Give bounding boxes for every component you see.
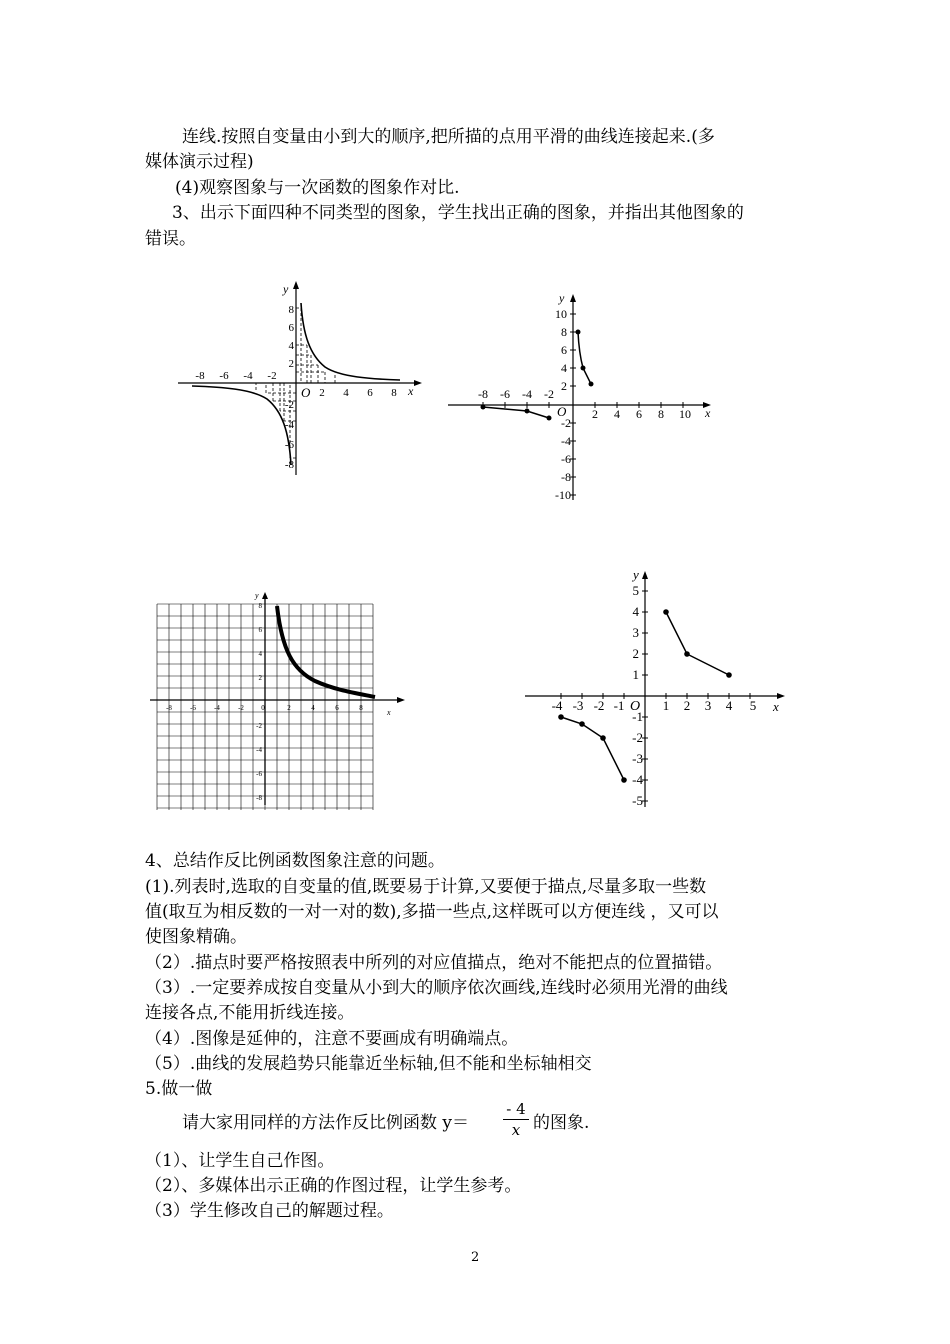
x-tick: 6 bbox=[367, 387, 373, 399]
x-tick: 5 bbox=[749, 698, 757, 713]
x-axis-label: x bbox=[387, 708, 391, 717]
y-tick: -5 bbox=[632, 793, 643, 808]
negative-polyline bbox=[561, 717, 624, 780]
x-tick: -8 bbox=[478, 387, 488, 401]
practice-step-1: （1）、让学生自己作图。 bbox=[145, 1151, 335, 1171]
x-tick: 4 bbox=[725, 698, 733, 713]
x-tick: 8 bbox=[359, 704, 363, 712]
y-axis-label: y bbox=[283, 282, 289, 296]
y-tick: -6 bbox=[256, 770, 262, 778]
y-tick: -1 bbox=[632, 709, 643, 724]
y-tick: -8 bbox=[256, 794, 262, 802]
y-tick: 5 bbox=[632, 583, 639, 598]
y-tick: 4 bbox=[561, 361, 567, 375]
summary-p5: （5）.曲线的发展趋势只能靠近坐标轴,但不能和坐标轴相交 bbox=[145, 1054, 592, 1074]
negative-branch bbox=[192, 386, 291, 465]
y-tick: 6 bbox=[561, 343, 567, 357]
item-3-line-1: 3、出示下面四种不同类型的图象，学生找出正确的图象，并指出其他图象的 bbox=[172, 203, 744, 223]
y-axis-label: y bbox=[633, 567, 639, 582]
y-tick: 6 bbox=[288, 322, 294, 334]
x-tick: 8 bbox=[658, 407, 664, 421]
x-tick: 1 bbox=[662, 698, 670, 713]
practice-heading: 5.做一做 bbox=[145, 1079, 213, 1099]
x-tick: -8 bbox=[195, 370, 205, 382]
y-tick: -4 bbox=[256, 746, 262, 754]
fraction-denominator: x bbox=[511, 1121, 521, 1139]
y-tick: -8 bbox=[284, 459, 294, 471]
fraction-numerator: - 4 bbox=[506, 1100, 526, 1118]
y-tick: 2 bbox=[288, 358, 294, 370]
fraction bbox=[503, 1100, 529, 1139]
y-tick: 10 bbox=[555, 307, 567, 321]
x-tick: 4 bbox=[614, 407, 620, 421]
y-tick: -6 bbox=[561, 452, 571, 466]
summary-p1-line-3: 使图象精确。 bbox=[145, 927, 247, 947]
summary-p3-line-2: 连接各点,不能用折线连接。 bbox=[145, 1003, 355, 1023]
fraction-bar bbox=[503, 1119, 529, 1120]
y-tick: -2 bbox=[256, 722, 262, 730]
x-tick: 8 bbox=[391, 387, 397, 399]
x-tick: -2 bbox=[593, 698, 605, 713]
y-tick: -3 bbox=[632, 751, 643, 766]
y-tick: -6 bbox=[284, 439, 294, 451]
y-tick: -8 bbox=[561, 470, 571, 484]
x-tick: -2 bbox=[267, 370, 277, 382]
intro-line-2: 媒体演示过程) bbox=[145, 152, 254, 172]
positive-branch bbox=[301, 303, 400, 380]
y-tick: 1 bbox=[632, 667, 639, 682]
y-axis-label: y bbox=[559, 291, 565, 305]
summary-p1-line-1: (1).列表时,选取的自变量的值,既要易于计算,又要便于描点,尽量多取一些数 bbox=[145, 877, 707, 897]
x-tick: -2 bbox=[238, 704, 244, 712]
x-tick: -6 bbox=[500, 387, 510, 401]
x-tick: 4 bbox=[311, 704, 315, 712]
y-tick: 2 bbox=[632, 646, 639, 661]
origin-label: O bbox=[301, 385, 311, 400]
y-tick: -4 bbox=[284, 419, 294, 431]
y-tick: -2 bbox=[632, 730, 643, 745]
y-tick: 8 bbox=[258, 602, 262, 610]
y-tick: 4 bbox=[288, 340, 294, 352]
x-tick: -6 bbox=[219, 370, 229, 382]
x-tick: 2 bbox=[683, 698, 691, 713]
summary-p4: （4）.图像是延伸的，注意不要画成有明确端点。 bbox=[145, 1029, 519, 1049]
x-tick: 2 bbox=[319, 387, 325, 399]
x-tick: 3 bbox=[704, 698, 712, 713]
summary-p3-line-1: （3）.一定要养成按自变量从小到大的顺序依次画线,连线时必须用光滑的曲线 bbox=[145, 978, 728, 998]
y-axis-label: y bbox=[255, 591, 259, 600]
x-tick: -4 bbox=[522, 387, 532, 401]
y-tick: -2 bbox=[284, 399, 294, 411]
item-3-line-2: 错误。 bbox=[145, 229, 196, 249]
origin-label: O bbox=[557, 404, 567, 419]
negative-segment bbox=[483, 407, 549, 418]
x-tick: 0 bbox=[261, 704, 265, 712]
x-axis-label: x bbox=[705, 406, 711, 420]
y-tick: 3 bbox=[632, 625, 639, 640]
figure-2-segments-with-endpoints bbox=[445, 288, 725, 503]
x-axis-label: x bbox=[773, 699, 779, 714]
summary-heading: 4、总结作反比例函数图象注意的问题。 bbox=[145, 851, 445, 871]
y-tick: 2 bbox=[258, 674, 262, 682]
practice-step-2: （2）、多媒体出示正确的作图过程，让学生参考。 bbox=[145, 1176, 522, 1196]
y-tick: 8 bbox=[288, 304, 294, 316]
y-tick: -4 bbox=[561, 434, 571, 448]
x-tick: -4 bbox=[551, 698, 563, 713]
x-tick: -8 bbox=[166, 704, 172, 712]
summary-p1-line-2: 值(取互为相反数的一对一对的数),多描一些点,这样既可以方便连线 ，又可以 bbox=[145, 902, 719, 922]
x-tick: 2 bbox=[592, 407, 598, 421]
x-tick: -2 bbox=[544, 387, 554, 401]
x-tick: 6 bbox=[335, 704, 339, 712]
y-tick: 6 bbox=[258, 626, 262, 634]
figure-3-grid-single-branch bbox=[145, 590, 415, 810]
practice-prompt-after: 的图象. bbox=[533, 1113, 590, 1133]
figure-4-polyline-segments bbox=[515, 565, 795, 815]
y-tick: 8 bbox=[561, 325, 567, 339]
page-number: 2 bbox=[471, 1250, 480, 1265]
y-tick: -2 bbox=[561, 416, 571, 430]
summary-p2: （2）.描点时要严格按照表中所列的对应值描点，绝对不能把点的位置描错。 bbox=[145, 953, 723, 973]
x-tick: -3 bbox=[572, 698, 584, 713]
x-tick: 6 bbox=[636, 407, 642, 421]
positive-branch bbox=[277, 606, 375, 697]
x-tick: -4 bbox=[214, 704, 220, 712]
positive-segment bbox=[578, 332, 591, 384]
y-tick: -4 bbox=[632, 772, 643, 787]
x-tick: 10 bbox=[679, 407, 691, 421]
x-tick: 2 bbox=[287, 704, 291, 712]
y-tick: 2 bbox=[561, 379, 567, 393]
y-tick: 4 bbox=[632, 604, 639, 619]
practice-prompt-before: 请大家用同样的方法作反比例函数 y＝ bbox=[182, 1113, 470, 1133]
y-tick: 4 bbox=[258, 650, 262, 658]
practice-step-3: （3）学生修改自己的解题过程。 bbox=[145, 1201, 394, 1221]
intro-line-1: 连线.按照自变量由小到大的顺序,把所描的点用平滑的曲线连接起来.(多 bbox=[182, 127, 715, 147]
intro-step-4: (4)观察图象与一次函数的图象作对比. bbox=[175, 178, 460, 198]
x-axis-label: x bbox=[408, 384, 414, 398]
positive-polyline bbox=[666, 612, 729, 675]
x-tick: 4 bbox=[343, 387, 349, 399]
x-tick: -6 bbox=[190, 704, 196, 712]
origin-label: O bbox=[630, 699, 641, 714]
x-tick: -1 bbox=[613, 698, 625, 713]
y-tick: -10 bbox=[555, 488, 571, 502]
figure-1-hyperbola-both-branches bbox=[170, 275, 430, 485]
x-tick: -4 bbox=[243, 370, 253, 382]
